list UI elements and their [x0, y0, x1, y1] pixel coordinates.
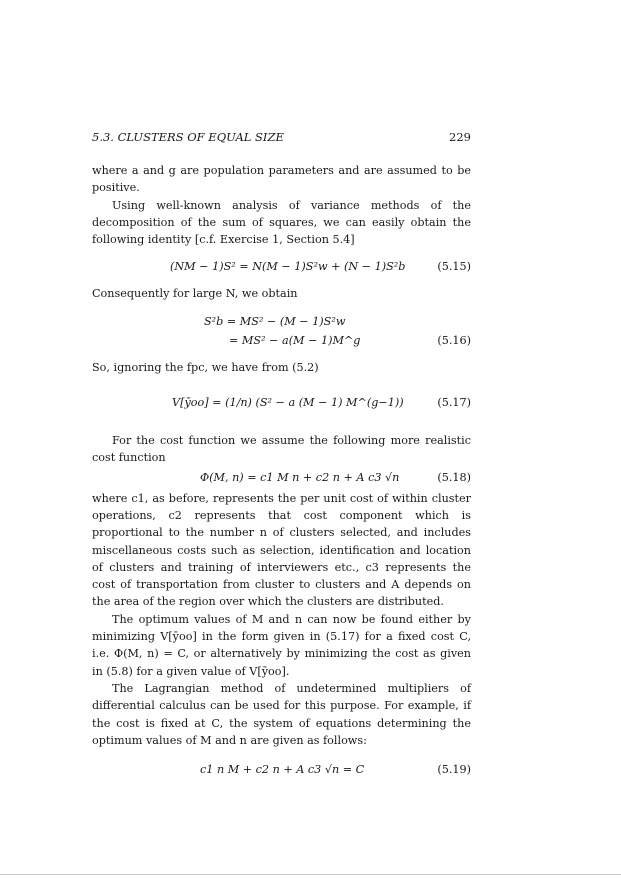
- equation-5-19: [92, 761, 471, 778]
- page-body: [92, 162, 471, 788]
- equation-5-18-number: (5.18): [437, 470, 471, 484]
- equation-5-17-text: V[ȳoo] = (1/n) (S² − a (M − 1) M^(g−1)): [172, 396, 404, 410]
- paragraph-1: where a and g are population parameters and are assumed to be positive.: [92, 164, 471, 195]
- paragraph-3: Consequently for large N, we obtain: [92, 287, 298, 301]
- equation-5-17-number: (5.17): [437, 396, 471, 410]
- equation-5-19-text: c1 n M + c2 n + A c3 √n = C: [200, 763, 365, 777]
- equation-5-16a-text: S²b = MS² − (M − 1)S²w: [204, 314, 346, 328]
- equation-5-17: [92, 390, 471, 416]
- bottom-edge-rule: [0, 874, 621, 875]
- page-number: 229: [449, 130, 471, 144]
- paragraph-6: where c1, as before, represents the per unit cost of within cluster operations, c2 represents that cost component which is proportional to the number n of clusters selected, and includes miscellaneous costs such as selection, identification and location of clusters and training of interviewers etc., c3 represents the cost of transportation from cluster to clusters and A depends on the area of the region over which the clusters are distributed.: [92, 491, 471, 609]
- equation-5-15: [92, 258, 471, 275]
- equation-5-16b-text: = MS² − a(M − 1)M^g: [229, 333, 361, 347]
- paragraph-5: For the cost function we assume the following more realistic cost function: [92, 434, 471, 465]
- equation-5-18-text: Φ(M, n) = c1 M n + c2 n + A c3 √n: [200, 470, 400, 484]
- equation-5-16-line-1: [92, 313, 471, 330]
- paragraph-4: So, ignoring the fpc, we have from (5.2): [92, 360, 319, 374]
- running-header: [92, 130, 471, 144]
- equation-5-16-number: (5.16): [437, 333, 471, 347]
- paragraph-2: Using well-known analysis of variance methods of the decomposition of the sum of squares, we can easily obtain the following identity [c.f. Exercise 1, Section 5.4]: [92, 198, 471, 247]
- paragraph-8: The Lagrangian method of undetermined multipliers of differential calculus can be used for this purpose. For example, if the cost is fixed at C, the system of equations determining the optimum values of M and n are given as follows:: [92, 681, 471, 747]
- equation-5-16-line-2: [92, 332, 471, 349]
- paragraph-7: The optimum values of M and n can now be found either by minimizing V[ȳoo] in the form given in (5.17) for a fixed cost C, i.e. Φ(M, n) = C, or alternatively by minimizing the cost as given in (5.8) for a given value of V[ȳoo].: [92, 612, 471, 678]
- equation-5-15-text: (NM − 1)S² = N(M − 1)S²w + (N − 1)S²b: [170, 260, 406, 274]
- equation-5-19-number: (5.19): [437, 763, 471, 777]
- equation-5-15-number: (5.15): [437, 260, 471, 274]
- section-title: 5.3. CLUSTERS OF EQUAL SIZE: [92, 130, 284, 144]
- equation-5-18: [92, 469, 471, 486]
